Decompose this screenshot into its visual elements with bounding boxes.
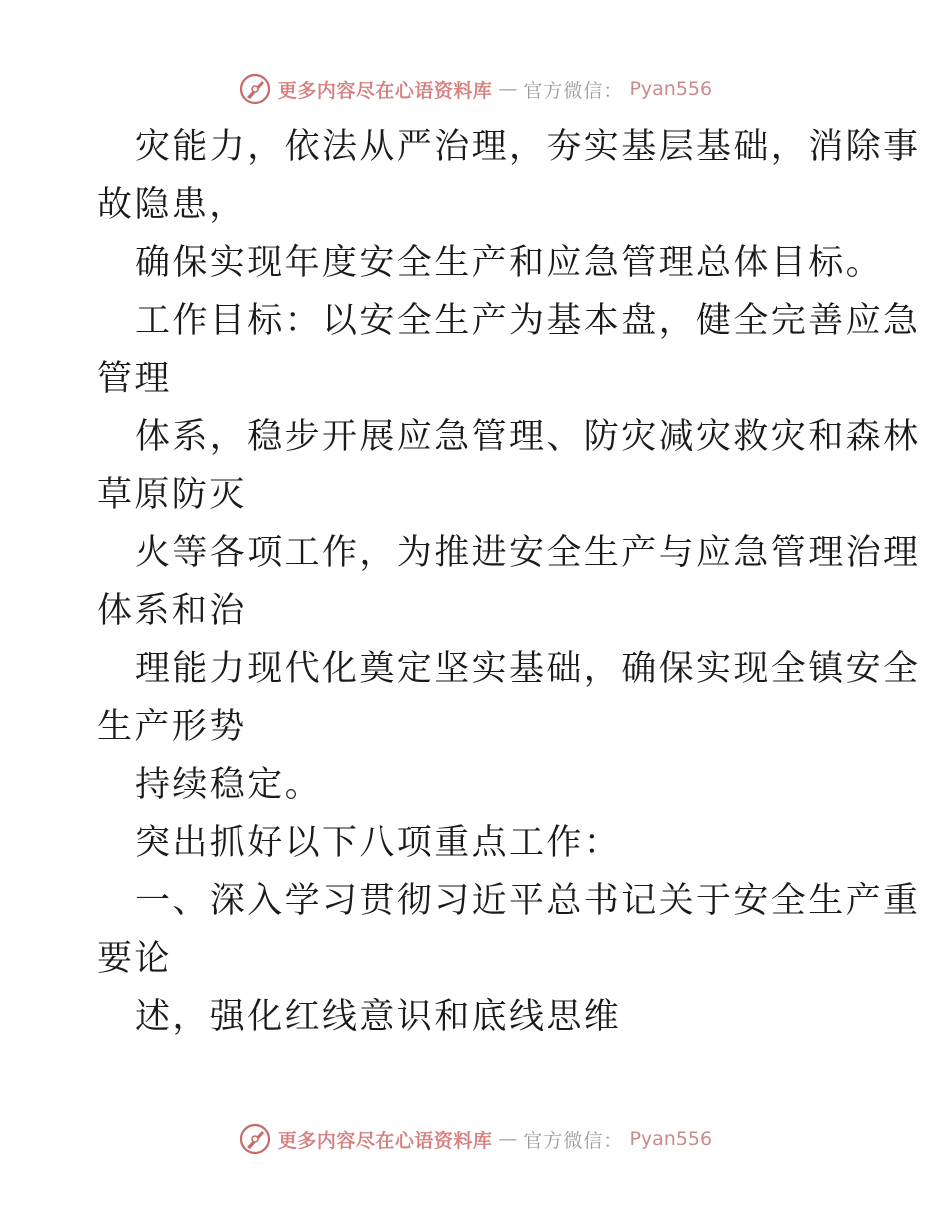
text-line: 生产形势	[97, 707, 247, 747]
quill-logo-icon	[238, 1122, 272, 1156]
watermark-main-text: 更多内容尽在心语资料库	[277, 79, 493, 102]
text-line: 工作目标：以安全生产为基本盘，健全完善应急	[135, 301, 921, 341]
text-line: 要论	[97, 939, 172, 979]
text-line: 灾能力，依法从严治理，夯实基层基础，消除事	[135, 127, 921, 167]
text-line: 体系，稳步开展应急管理、防灾减灾救灾和森林	[135, 417, 921, 457]
quill-logo-icon	[238, 72, 272, 106]
text-line: 突出抓好以下八项重点工作：	[135, 823, 622, 863]
watermark-wechat-id: Pyan556	[629, 78, 713, 100]
text-line: 故隐患，	[97, 185, 247, 225]
watermark-wechat-id: Pyan556	[629, 1128, 713, 1150]
text-line: 述，强化红线意识和底线思维	[135, 997, 622, 1037]
watermark-main-text: 更多内容尽在心语资料库	[277, 1129, 493, 1152]
footer-watermark	[0, 1122, 950, 1156]
text-line: 确保实现年度安全生产和应急管理总体目标。	[135, 243, 884, 283]
document-body	[97, 118, 921, 1046]
watermark-separator: —	[498, 78, 518, 100]
header-watermark	[0, 72, 950, 106]
text-line: 持续稳定。	[135, 765, 323, 805]
text-line: 管理	[97, 359, 172, 399]
watermark-separator: —	[498, 1128, 518, 1150]
text-line: 草原防灭	[97, 475, 247, 515]
text-line: 火等各项工作，为推进安全生产与应急管理治理	[135, 533, 921, 573]
watermark-wechat-label: 官方微信：	[523, 79, 624, 102]
text-line: 体系和治	[97, 591, 247, 631]
watermark-wechat-label: 官方微信：	[523, 1129, 624, 1152]
text-line: 一、深入学习贯彻习近平总书记关于安全生产重	[135, 881, 921, 921]
text-line: 理能力现代化奠定坚实基础，确保实现全镇安全	[135, 649, 921, 689]
